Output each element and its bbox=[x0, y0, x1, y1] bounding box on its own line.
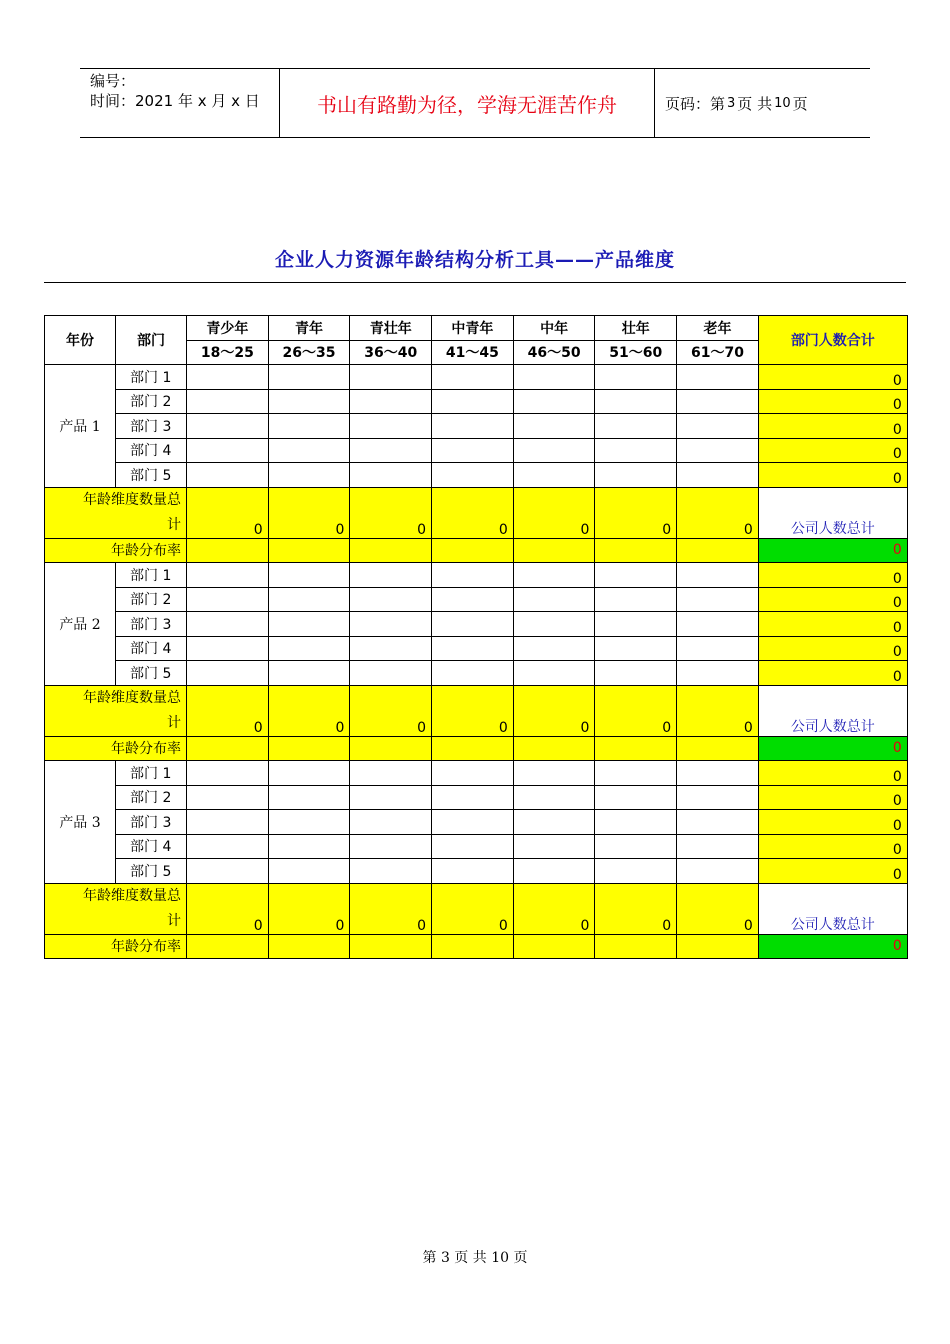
data-cell[interactable] bbox=[513, 563, 595, 588]
data-cell[interactable] bbox=[187, 438, 269, 463]
company-total-value: 0 bbox=[758, 538, 907, 563]
age-range-header: 61～70 bbox=[677, 340, 759, 365]
page-suffix: 页 bbox=[792, 94, 808, 113]
age-sum-cell: 0 bbox=[677, 685, 759, 736]
table-row bbox=[45, 587, 908, 612]
table-row bbox=[45, 612, 908, 637]
rate-row bbox=[45, 736, 908, 761]
header-meta bbox=[80, 69, 280, 137]
data-cell[interactable] bbox=[187, 661, 269, 686]
age-sum-cell: 0 bbox=[677, 883, 759, 934]
data-cell[interactable] bbox=[595, 661, 677, 686]
data-cell[interactable] bbox=[268, 389, 350, 414]
department-label: 部门 2 bbox=[116, 587, 187, 612]
department-total: 0 bbox=[758, 365, 907, 390]
department-total: 0 bbox=[758, 785, 907, 810]
data-cell[interactable] bbox=[268, 859, 350, 884]
age-range-header: 36～40 bbox=[350, 340, 432, 365]
data-cell[interactable] bbox=[187, 414, 269, 439]
sum-label bbox=[45, 883, 187, 934]
age-sum-cell: 0 bbox=[268, 883, 350, 934]
data-cell[interactable] bbox=[595, 810, 677, 835]
data-cell[interactable] bbox=[595, 636, 677, 661]
data-cell[interactable] bbox=[432, 563, 514, 588]
data-cell[interactable] bbox=[595, 761, 677, 786]
department-label: 部门 3 bbox=[116, 612, 187, 637]
data-cell[interactable] bbox=[350, 563, 432, 588]
data-cell[interactable] bbox=[432, 834, 514, 859]
data-cell[interactable] bbox=[677, 834, 759, 859]
data-cell[interactable] bbox=[677, 636, 759, 661]
rate-cell bbox=[432, 934, 514, 959]
age-sum-cell: 0 bbox=[595, 883, 677, 934]
data-cell[interactable] bbox=[432, 612, 514, 637]
age-range-header: 51～60 bbox=[595, 340, 677, 365]
data-cell[interactable] bbox=[677, 365, 759, 390]
data-cell[interactable] bbox=[513, 785, 595, 810]
age-sum-cell: 0 bbox=[432, 487, 514, 538]
data-cell[interactable] bbox=[187, 563, 269, 588]
data-cell[interactable] bbox=[432, 587, 514, 612]
data-cell[interactable] bbox=[595, 859, 677, 884]
data-cell[interactable] bbox=[187, 859, 269, 884]
data-cell[interactable] bbox=[187, 785, 269, 810]
data-cell[interactable] bbox=[350, 389, 432, 414]
age-sum-cell: 0 bbox=[677, 487, 759, 538]
department-label: 部门 4 bbox=[116, 438, 187, 463]
data-cell[interactable] bbox=[432, 761, 514, 786]
sum-label-line2: 计 bbox=[167, 912, 181, 929]
page-mid: 页 共 bbox=[737, 94, 773, 113]
data-cell[interactable] bbox=[513, 438, 595, 463]
product-label: 产品 3 bbox=[45, 761, 116, 884]
header-page-info bbox=[655, 69, 870, 137]
data-cell[interactable] bbox=[268, 587, 350, 612]
page-number: 3 bbox=[727, 95, 736, 111]
department-label: 部门 5 bbox=[116, 463, 187, 488]
data-cell[interactable] bbox=[268, 438, 350, 463]
department-label: 部门 3 bbox=[116, 810, 187, 835]
sum-label-line1: 年龄维度数量总 bbox=[83, 491, 181, 508]
rate-cell bbox=[350, 538, 432, 563]
table-row bbox=[45, 365, 908, 390]
rate-cell bbox=[513, 736, 595, 761]
department-label: 部门 1 bbox=[116, 563, 187, 588]
rate-cell bbox=[513, 934, 595, 959]
rate-row bbox=[45, 934, 908, 959]
sum-row bbox=[45, 685, 908, 736]
sum-label bbox=[45, 487, 187, 538]
department-total: 0 bbox=[758, 587, 907, 612]
data-cell[interactable] bbox=[677, 859, 759, 884]
table-row bbox=[45, 636, 908, 661]
department-label: 部门 5 bbox=[116, 661, 187, 686]
department-total: 0 bbox=[758, 438, 907, 463]
data-cell[interactable] bbox=[268, 661, 350, 686]
col-dept-header: 部门 bbox=[116, 316, 187, 365]
data-cell[interactable] bbox=[187, 636, 269, 661]
rate-cell bbox=[513, 538, 595, 563]
data-cell[interactable] bbox=[677, 761, 759, 786]
data-cell[interactable] bbox=[432, 389, 514, 414]
department-total: 0 bbox=[758, 636, 907, 661]
age-name-header: 老年 bbox=[677, 316, 759, 341]
rate-cell bbox=[350, 736, 432, 761]
header-row bbox=[45, 316, 908, 341]
age-sum-cell: 0 bbox=[350, 685, 432, 736]
data-cell[interactable] bbox=[350, 785, 432, 810]
company-total-label: 公司人数总计 bbox=[758, 883, 907, 934]
age-name-header: 中青年 bbox=[432, 316, 514, 341]
sum-label-line1: 年龄维度数量总 bbox=[83, 689, 181, 706]
age-range-header: 18～25 bbox=[187, 340, 269, 365]
data-cell[interactable] bbox=[513, 365, 595, 390]
rate-cell bbox=[187, 934, 269, 959]
data-cell[interactable] bbox=[595, 414, 677, 439]
data-cell[interactable] bbox=[513, 761, 595, 786]
department-label: 部门 2 bbox=[116, 389, 187, 414]
department-label: 部门 5 bbox=[116, 859, 187, 884]
data-cell[interactable] bbox=[677, 438, 759, 463]
data-cell[interactable] bbox=[513, 810, 595, 835]
age-sum-cell: 0 bbox=[595, 685, 677, 736]
data-cell[interactable] bbox=[677, 785, 759, 810]
data-cell[interactable] bbox=[432, 661, 514, 686]
age-sum-cell: 0 bbox=[187, 487, 269, 538]
department-total: 0 bbox=[758, 661, 907, 686]
department-total: 0 bbox=[758, 563, 907, 588]
age-name-header: 中年 bbox=[513, 316, 595, 341]
data-cell[interactable] bbox=[432, 463, 514, 488]
data-cell[interactable] bbox=[350, 761, 432, 786]
age-sum-cell: 0 bbox=[513, 685, 595, 736]
department-label: 部门 1 bbox=[116, 365, 187, 390]
data-cell[interactable] bbox=[187, 463, 269, 488]
header-motto: 书山有路勤为径，学海无涯苦作舟 bbox=[280, 69, 655, 137]
department-total: 0 bbox=[758, 612, 907, 637]
age-sum-cell: 0 bbox=[513, 487, 595, 538]
data-cell[interactable] bbox=[432, 810, 514, 835]
rate-cell bbox=[595, 736, 677, 761]
data-cell[interactable] bbox=[513, 859, 595, 884]
data-cell[interactable] bbox=[432, 859, 514, 884]
page-prefix: 页码：第 bbox=[665, 94, 726, 113]
company-total-value: 0 bbox=[758, 736, 907, 761]
department-label: 部门 3 bbox=[116, 414, 187, 439]
data-cell[interactable] bbox=[350, 612, 432, 637]
table-row bbox=[45, 438, 908, 463]
age-name-header: 壮年 bbox=[595, 316, 677, 341]
age-sum-cell: 0 bbox=[432, 685, 514, 736]
rate-cell bbox=[268, 736, 350, 761]
data-cell[interactable] bbox=[268, 810, 350, 835]
data-cell[interactable] bbox=[268, 414, 350, 439]
data-cell[interactable] bbox=[677, 661, 759, 686]
sum-label-line2: 计 bbox=[167, 714, 181, 731]
data-cell[interactable] bbox=[595, 438, 677, 463]
department-total: 0 bbox=[758, 761, 907, 786]
table-row bbox=[45, 389, 908, 414]
table-row bbox=[45, 859, 908, 884]
data-cell[interactable] bbox=[187, 834, 269, 859]
product-label: 产品 2 bbox=[45, 563, 116, 686]
sum-row bbox=[45, 487, 908, 538]
data-cell[interactable] bbox=[187, 612, 269, 637]
rate-label: 年龄分布率 bbox=[45, 736, 187, 761]
product-label: 产品 1 bbox=[45, 365, 116, 488]
data-cell[interactable] bbox=[350, 365, 432, 390]
code-label: 编号： bbox=[90, 72, 136, 90]
rate-cell bbox=[187, 736, 269, 761]
age-sum-cell: 0 bbox=[350, 883, 432, 934]
data-cell[interactable] bbox=[268, 761, 350, 786]
rate-label: 年龄分布率 bbox=[45, 538, 187, 563]
data-cell[interactable] bbox=[513, 463, 595, 488]
data-cell[interactable] bbox=[432, 438, 514, 463]
data-cell[interactable] bbox=[268, 612, 350, 637]
data-cell[interactable] bbox=[350, 587, 432, 612]
table-row bbox=[45, 463, 908, 488]
age-name-header: 青壮年 bbox=[350, 316, 432, 341]
data-cell[interactable] bbox=[677, 563, 759, 588]
age-sum-cell: 0 bbox=[268, 685, 350, 736]
data-cell[interactable] bbox=[513, 414, 595, 439]
data-cell[interactable] bbox=[513, 612, 595, 637]
company-total-value: 0 bbox=[758, 934, 907, 959]
data-cell[interactable] bbox=[268, 563, 350, 588]
department-label: 部门 2 bbox=[116, 785, 187, 810]
data-cell[interactable] bbox=[268, 365, 350, 390]
data-cell[interactable] bbox=[677, 612, 759, 637]
col-total-header: 部门人数合计 bbox=[758, 316, 907, 365]
data-cell[interactable] bbox=[513, 587, 595, 612]
company-total-label: 公司人数总计 bbox=[758, 685, 907, 736]
age-sum-cell: 0 bbox=[187, 685, 269, 736]
rate-cell bbox=[432, 538, 514, 563]
data-cell[interactable] bbox=[187, 389, 269, 414]
data-cell[interactable] bbox=[677, 463, 759, 488]
age-sum-cell: 0 bbox=[432, 883, 514, 934]
data-cell[interactable] bbox=[513, 661, 595, 686]
company-total-label: 公司人数总计 bbox=[758, 487, 907, 538]
sum-label-line1: 年龄维度数量总 bbox=[83, 887, 181, 904]
data-cell[interactable] bbox=[187, 587, 269, 612]
data-cell[interactable] bbox=[187, 365, 269, 390]
department-label: 部门 1 bbox=[116, 761, 187, 786]
table-row bbox=[45, 834, 908, 859]
age-sum-cell: 0 bbox=[595, 487, 677, 538]
department-total: 0 bbox=[758, 810, 907, 835]
age-sum-cell: 0 bbox=[513, 883, 595, 934]
rate-cell bbox=[595, 538, 677, 563]
data-cell[interactable] bbox=[677, 414, 759, 439]
department-total: 0 bbox=[758, 389, 907, 414]
data-cell[interactable] bbox=[350, 859, 432, 884]
department-label: 部门 4 bbox=[116, 636, 187, 661]
data-cell[interactable] bbox=[350, 636, 432, 661]
department-total: 0 bbox=[758, 834, 907, 859]
data-cell[interactable] bbox=[595, 612, 677, 637]
age-name-header: 青年 bbox=[268, 316, 350, 341]
data-cell[interactable] bbox=[350, 661, 432, 686]
data-cell[interactable] bbox=[268, 636, 350, 661]
table-row bbox=[45, 661, 908, 686]
data-cell[interactable] bbox=[432, 636, 514, 661]
data-cell[interactable] bbox=[350, 463, 432, 488]
data-cell[interactable] bbox=[350, 414, 432, 439]
data-cell[interactable] bbox=[432, 365, 514, 390]
data-cell[interactable] bbox=[595, 834, 677, 859]
rate-cell bbox=[677, 736, 759, 761]
rate-cell bbox=[350, 934, 432, 959]
age-range-header: 46～50 bbox=[513, 340, 595, 365]
data-cell[interactable] bbox=[350, 438, 432, 463]
department-label: 部门 4 bbox=[116, 834, 187, 859]
rate-cell bbox=[595, 934, 677, 959]
data-cell[interactable] bbox=[595, 563, 677, 588]
table-row bbox=[45, 414, 908, 439]
data-cell[interactable] bbox=[432, 785, 514, 810]
table-row bbox=[45, 810, 908, 835]
sum-label bbox=[45, 685, 187, 736]
sum-label-line2: 计 bbox=[167, 516, 181, 533]
data-cell[interactable] bbox=[432, 414, 514, 439]
age-sum-cell: 0 bbox=[268, 487, 350, 538]
rate-cell bbox=[268, 934, 350, 959]
age-name-header: 青少年 bbox=[187, 316, 269, 341]
document-title: 企业人力资源年龄结构分析工具——产品维度 bbox=[274, 249, 675, 271]
rate-cell bbox=[432, 736, 514, 761]
data-cell[interactable] bbox=[595, 785, 677, 810]
age-sum-cell: 0 bbox=[350, 487, 432, 538]
data-cell[interactable] bbox=[513, 389, 595, 414]
rate-label: 年龄分布率 bbox=[45, 934, 187, 959]
rate-cell bbox=[677, 934, 759, 959]
age-sum-cell: 0 bbox=[187, 883, 269, 934]
table-row bbox=[45, 563, 908, 588]
page-footer: 第 3 页 共 10 页 bbox=[422, 1250, 528, 1266]
data-cell[interactable] bbox=[268, 785, 350, 810]
page-total: 10 bbox=[774, 95, 791, 111]
data-cell[interactable] bbox=[513, 636, 595, 661]
col-year-header: 年份 bbox=[45, 316, 116, 365]
data-cell[interactable] bbox=[677, 587, 759, 612]
data-cell[interactable] bbox=[513, 834, 595, 859]
title-divider bbox=[44, 282, 906, 283]
age-range-header: 41～45 bbox=[432, 340, 514, 365]
data-cell[interactable] bbox=[677, 810, 759, 835]
department-total: 0 bbox=[758, 463, 907, 488]
data-cell[interactable] bbox=[595, 463, 677, 488]
data-cell[interactable] bbox=[268, 834, 350, 859]
data-cell[interactable] bbox=[595, 587, 677, 612]
time-label: 时间：2021 年 x 月 x 日 bbox=[90, 92, 260, 110]
data-cell[interactable] bbox=[268, 463, 350, 488]
data-cell[interactable] bbox=[187, 810, 269, 835]
data-cell[interactable] bbox=[187, 761, 269, 786]
age-structure-table bbox=[44, 315, 908, 959]
rate-row bbox=[45, 538, 908, 563]
rate-cell bbox=[677, 538, 759, 563]
data-cell[interactable] bbox=[350, 834, 432, 859]
sum-row bbox=[45, 883, 908, 934]
table-row bbox=[45, 785, 908, 810]
rate-cell bbox=[187, 538, 269, 563]
rate-cell bbox=[268, 538, 350, 563]
table-row bbox=[45, 761, 908, 786]
data-cell[interactable] bbox=[350, 810, 432, 835]
age-range-header: 26～35 bbox=[268, 340, 350, 365]
data-cell[interactable] bbox=[677, 389, 759, 414]
data-cell[interactable] bbox=[595, 365, 677, 390]
page-header bbox=[80, 68, 870, 138]
department-total: 0 bbox=[758, 414, 907, 439]
data-cell[interactable] bbox=[595, 389, 677, 414]
department-total: 0 bbox=[758, 859, 907, 884]
